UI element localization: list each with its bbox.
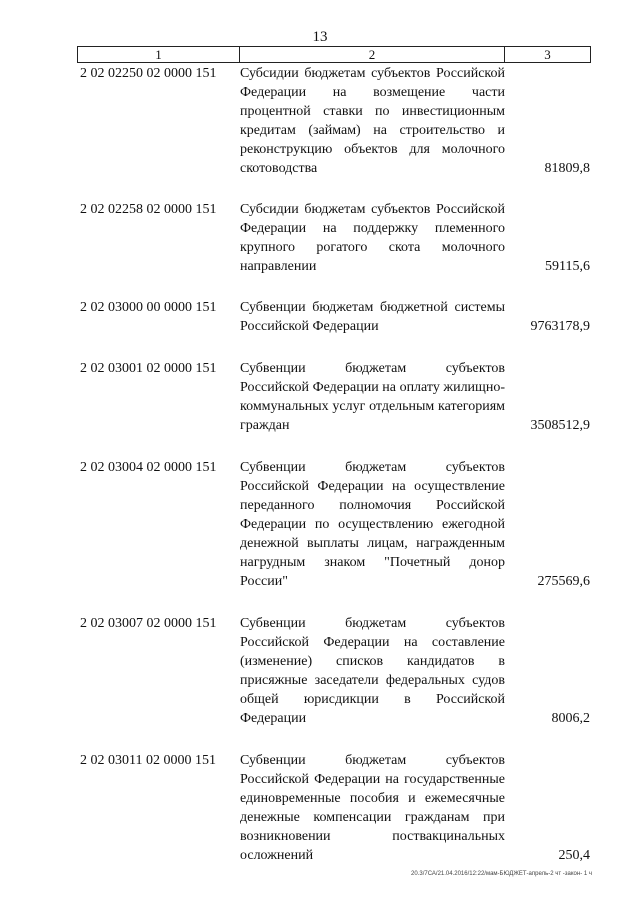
row-code: 2 02 03011 02 0000 151 — [80, 753, 216, 768]
row-name: Субвенции бюджетам субъектов Российской Федерации на государственные единовременные пособия и ежемесячные денежные компенсации гражданам при возникновении поствакцинальных осложнений — [240, 753, 505, 863]
header-col-2: 2 — [240, 47, 505, 62]
row-code: 2 02 03007 02 0000 151 — [80, 616, 217, 631]
header-col-1: 1 — [78, 47, 240, 62]
row-name: Субвенции бюджетам субъектов Российской Федерации на оплату жилищно-коммунальных услуг отдельным категориям граждан — [240, 361, 505, 433]
table-body — [80, 64, 590, 865]
table-row — [80, 359, 590, 435]
row-amount: 3508512,9 — [530, 418, 590, 433]
table-row — [80, 614, 590, 728]
row-amount: 275569,6 — [537, 574, 590, 589]
table-row — [80, 751, 590, 865]
table-row — [80, 298, 590, 336]
row-name: Субвенции бюджетам субъектов Российской Федерации на составление (изменение) списков кандидатов в присяжные заседатели федеральных судов общей юрисдикции в Российской Федерации — [240, 616, 505, 726]
page-number: 13 — [312, 29, 328, 45]
row-name: Субсидии бюджетам субъектов Российской Федерации на поддержку племенного крупного рогатого скота молочного направлении — [240, 202, 505, 274]
row-code: 2 02 03004 02 0000 151 — [80, 460, 217, 475]
row-amount: 9763178,9 — [530, 319, 590, 334]
row-amount: 250,4 — [558, 848, 590, 863]
table-header — [77, 46, 591, 63]
row-name: Субсидии бюджетам субъектов Российской Федерации на возмещение части процентной ставки по инвестиционным кредитам (займам) на строительство и реконструкцию объектов для молочного скотоводства — [240, 66, 505, 176]
header-col-3: 3 — [544, 46, 551, 62]
row-amount: 59115,6 — [545, 259, 590, 274]
table-row — [80, 64, 590, 178]
row-code: 2 02 02250 02 0000 151 — [80, 66, 217, 81]
row-amount: 81809,8 — [544, 161, 590, 176]
table-row — [80, 458, 590, 591]
row-name: Субвенции бюджетам бюджетной системы Российской Федерации — [240, 300, 505, 334]
footer-meta: 20.3/7СА/21.04.2016/12:22/мам-БЮДЖЕТ-апрель-2 чт -закон- 1 ч — [411, 871, 592, 877]
row-name: Субвенции бюджетам субъектов Российской Федерации на осуществление переданного полномочия Российской Федерации по осуществлению ежегодной денежной выплаты лицам, награжденным нагрудным знаком "Почетный донор России" — [240, 460, 505, 589]
row-code: 2 02 03000 00 0000 151 — [80, 300, 217, 315]
table-row — [80, 200, 590, 276]
row-code: 2 02 02258 02 0000 151 — [80, 202, 217, 217]
row-amount: 8006,2 — [551, 711, 590, 726]
row-code: 2 02 03001 02 0000 151 — [80, 361, 217, 376]
